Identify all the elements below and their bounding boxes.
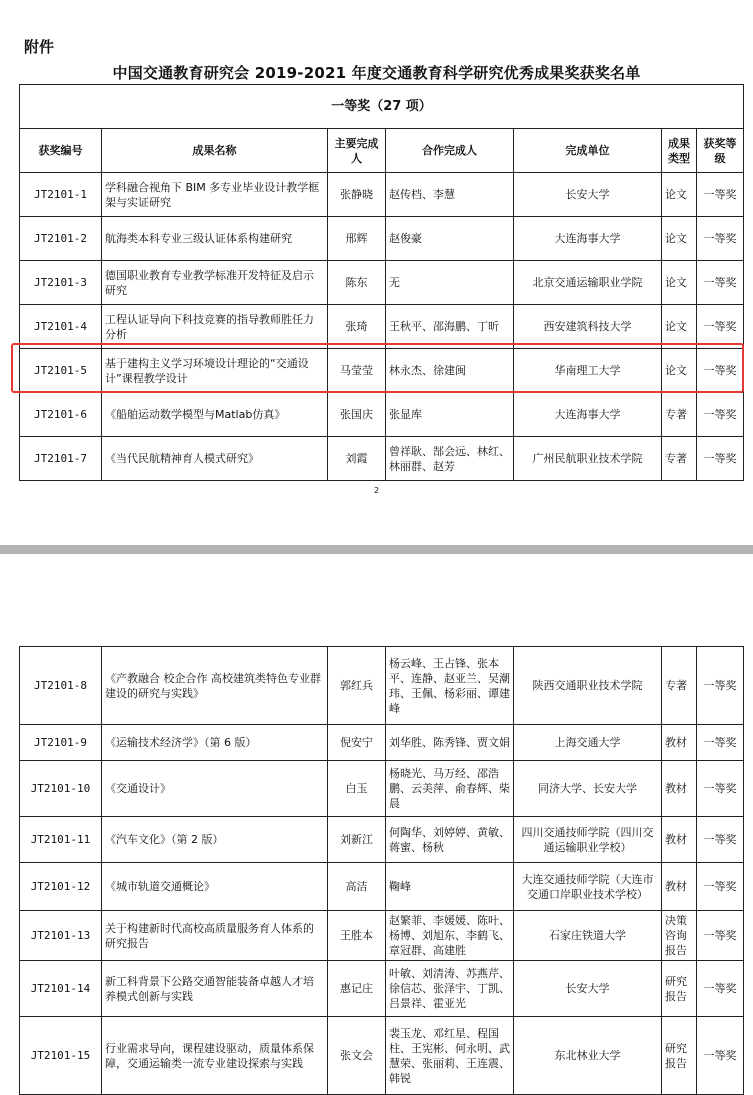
cell-name: 《当代民航精神育人模式研究》 [102, 437, 328, 481]
cell-partners: 裴玉龙、邓红星、程国柱、王宪彬、何永明、武慧荣、张丽莉、王连震、韩锐 [386, 1017, 514, 1095]
cell-type: 研究报告 [662, 1017, 697, 1095]
section-title: 一等奖（27 项） [20, 85, 744, 129]
cell-partners: 杨晓光、马万经、邵浩鹏、云美萍、俞春辉、柴晨 [386, 761, 514, 817]
table-row [20, 173, 744, 217]
cell-lead: 高洁 [328, 863, 386, 911]
cell-name: 《产教融合 校企合作 高校建筑类特色专业群建设的研究与实践》 [102, 647, 328, 725]
table-row [20, 817, 744, 863]
cell-type: 论文 [662, 173, 697, 217]
cell-level: 一等奖 [697, 911, 744, 961]
header-unit: 完成单位 [514, 129, 662, 173]
cell-lead: 王胜本 [328, 911, 386, 961]
table-row [20, 911, 744, 961]
cell-code: JT2101-10 [20, 761, 102, 817]
cell-lead: 张国庆 [328, 393, 386, 437]
cell-name: 德国职业教育专业教学标准开发特征及启示研究 [102, 261, 328, 305]
table-header-row [20, 129, 744, 173]
cell-unit: 华南理工大学 [514, 349, 662, 393]
cell-level: 一等奖 [697, 173, 744, 217]
table-row [20, 261, 744, 305]
cell-level: 一等奖 [697, 647, 744, 725]
cell-code: JT2101-7 [20, 437, 102, 481]
cell-code: JT2101-1 [20, 173, 102, 217]
cell-lead: 白玉 [328, 761, 386, 817]
document-page-2 [0, 554, 753, 1085]
cell-partners: 赵繁菲、李媛媛、陈叶、杨博、刘旭东、李鹤飞、章冠群、高建胜 [386, 911, 514, 961]
cell-code: JT2101-5 [20, 349, 102, 393]
cell-unit: 上海交通大学 [514, 725, 662, 761]
cell-lead: 陈东 [328, 261, 386, 305]
cell-unit: 大连交通技师学院（大连市交通口岸职业技术学校） [514, 863, 662, 911]
attachment-label: 附件 [24, 38, 55, 56]
cell-partners: 王秋平、邵海鹏、丁昕 [386, 305, 514, 349]
cell-unit: 北京交通运输职业学院 [514, 261, 662, 305]
cell-unit: 同济大学、长安大学 [514, 761, 662, 817]
cell-code: JT2101-11 [20, 817, 102, 863]
cell-lead: 惠记庄 [328, 961, 386, 1017]
cell-name: 航海类本科专业三级认证体系构建研究 [102, 217, 328, 261]
cell-code: JT2101-14 [20, 961, 102, 1017]
cell-name: 学科融合视角下 BIM 多专业毕业设计教学框架与实证研究 [102, 173, 328, 217]
cell-name: 行业需求导向，课程建设驱动，质量体系保障，交通运输类一流专业建设探索与实践 [102, 1017, 328, 1095]
table-row [20, 647, 744, 725]
cell-name: 《城市轨道交通概论》 [102, 863, 328, 911]
cell-type: 论文 [662, 261, 697, 305]
cell-lead: 郭红兵 [328, 647, 386, 725]
cell-type: 教材 [662, 725, 697, 761]
table-row [20, 305, 744, 349]
cell-partners: 刘华胜、陈秀锋、贾文娟 [386, 725, 514, 761]
header-type: 成果类型 [662, 129, 697, 173]
cell-lead: 刘霞 [328, 437, 386, 481]
cell-type: 论文 [662, 349, 697, 393]
cell-unit: 西安建筑科技大学 [514, 305, 662, 349]
cell-unit: 大连海事大学 [514, 393, 662, 437]
cell-code: JT2101-12 [20, 863, 102, 911]
cell-lead: 张琦 [328, 305, 386, 349]
cell-type: 专著 [662, 393, 697, 437]
cell-partners: 赵俊豪 [386, 217, 514, 261]
table-row [20, 437, 744, 481]
cell-code: JT2101-8 [20, 647, 102, 725]
cell-code: JT2101-4 [20, 305, 102, 349]
cell-unit: 四川交通技师学院（四川交通运输职业学校） [514, 817, 662, 863]
header-partners: 合作完成人 [386, 129, 514, 173]
cell-partners: 赵传档、李慧 [386, 173, 514, 217]
table-row [20, 961, 744, 1017]
cell-unit: 东北林业大学 [514, 1017, 662, 1095]
cell-partners: 叶敏、刘清涛、苏燕芹、徐信芯、张泽宇、丁凯、吕景祥、霍亚光 [386, 961, 514, 1017]
cell-type: 论文 [662, 305, 697, 349]
cell-lead: 张静晓 [328, 173, 386, 217]
cell-partners: 林永杰、徐建闽 [386, 349, 514, 393]
cell-type: 专著 [662, 437, 697, 481]
cell-lead: 刘新江 [328, 817, 386, 863]
cell-code: JT2101-15 [20, 1017, 102, 1095]
cell-level: 一等奖 [697, 863, 744, 911]
cell-unit: 长安大学 [514, 173, 662, 217]
cell-partners: 何陶华、刘婷婷、黄敏、蒋蜜、杨秋 [386, 817, 514, 863]
cell-unit: 大连海事大学 [514, 217, 662, 261]
cell-type: 教材 [662, 761, 697, 817]
cell-type: 教材 [662, 817, 697, 863]
cell-code: JT2101-6 [20, 393, 102, 437]
cell-level: 一等奖 [697, 217, 744, 261]
cell-lead: 张文会 [328, 1017, 386, 1095]
header-lead: 主要完成人 [328, 129, 386, 173]
cell-name: 工程认证导向下科技竞赛的指导教师胜任力分析 [102, 305, 328, 349]
table-row [20, 725, 744, 761]
cell-name: 《运输技术经济学》（第 6 版） [102, 725, 328, 761]
cell-unit: 陕西交通职业技术学院 [514, 647, 662, 725]
cell-level: 一等奖 [697, 261, 744, 305]
table-row [20, 217, 744, 261]
cell-partners: 曾祥耿、郜会远、林红、林丽群、赵芳 [386, 437, 514, 481]
cell-name: 《交通设计》 [102, 761, 328, 817]
document-title: 中国交通教育研究会 2019-2021 年度交通教育科学研究优秀成果奖获奖名单 [112, 64, 641, 82]
cell-unit: 长安大学 [514, 961, 662, 1017]
cell-code: JT2101-2 [20, 217, 102, 261]
page-divider [0, 545, 753, 554]
cell-level: 一等奖 [697, 961, 744, 1017]
table-row [20, 1017, 744, 1095]
cell-level: 一等奖 [697, 725, 744, 761]
cell-level: 一等奖 [697, 305, 744, 349]
cell-type: 论文 [662, 217, 697, 261]
table-row [20, 863, 744, 911]
document-page-1 [0, 0, 753, 545]
table-row [20, 761, 744, 817]
cell-code: JT2101-13 [20, 911, 102, 961]
cell-code: JT2101-3 [20, 261, 102, 305]
table-row [20, 349, 744, 393]
cell-type: 研究报告 [662, 961, 697, 1017]
cell-level: 一等奖 [697, 817, 744, 863]
cell-lead: 马莹莹 [328, 349, 386, 393]
cell-level: 一等奖 [697, 349, 744, 393]
cell-name: 新工科背景下公路交通智能装备卓越人才培养模式创新与实践 [102, 961, 328, 1017]
cell-partners: 张显库 [386, 393, 514, 437]
header-name: 成果名称 [102, 129, 328, 173]
cell-unit: 广州民航职业技术学院 [514, 437, 662, 481]
cell-partners: 杨云峰、王占锋、张本平、连静、赵亚兰、吴潮玮、王佩、杨彩丽、谭建峰 [386, 647, 514, 725]
cell-level: 一等奖 [697, 393, 744, 437]
cell-code: JT2101-9 [20, 725, 102, 761]
cell-unit: 石家庄铁道大学 [514, 911, 662, 961]
header-code: 获奖编号 [20, 129, 102, 173]
cell-lead: 倪安宁 [328, 725, 386, 761]
header-level: 获奖等级 [697, 129, 744, 173]
table-row [20, 393, 744, 437]
cell-name: 基于建构主义学习环境设计理论的“交通设计”课程教学设计 [102, 349, 328, 393]
award-table-page-1 [19, 84, 744, 481]
cell-name: 《汽车文化》（第 2 版） [102, 817, 328, 863]
cell-partners: 鞠峰 [386, 863, 514, 911]
cell-lead: 邢辉 [328, 217, 386, 261]
page-number: 2 [373, 486, 380, 495]
cell-level: 一等奖 [697, 437, 744, 481]
cell-type: 教材 [662, 863, 697, 911]
cell-level: 一等奖 [697, 1017, 744, 1095]
cell-type: 决策咨询报告 [662, 911, 697, 961]
cell-name: 关于构建新时代高校高质量服务育人体系的研究报告 [102, 911, 328, 961]
cell-name: 《船舶运动数学模型与Matlab仿真》 [102, 393, 328, 437]
cell-partners: 无 [386, 261, 514, 305]
cell-type: 专著 [662, 647, 697, 725]
award-table-page-2 [19, 646, 744, 1095]
cell-level: 一等奖 [697, 761, 744, 817]
